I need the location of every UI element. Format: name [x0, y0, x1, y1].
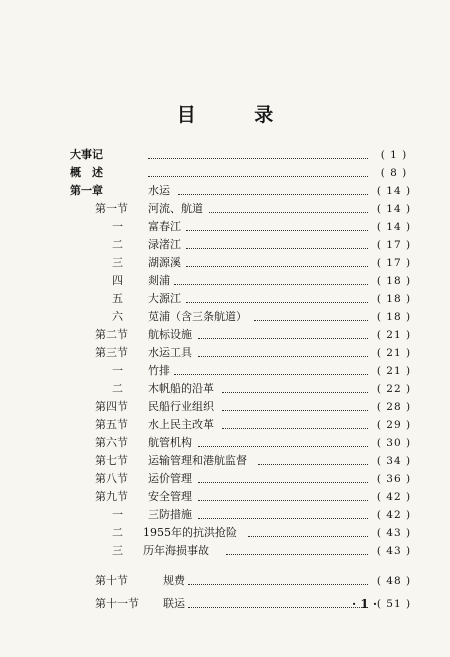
page-title: 目 录	[176, 104, 300, 126]
toc-entry	[0, 326, 450, 344]
toc-entry	[0, 398, 450, 416]
dot-leader	[178, 194, 368, 195]
toc-entry-label: 第五节	[95, 418, 128, 431]
toc-entry-label: 第七节	[95, 454, 128, 467]
toc-entry-title: 水上民主改革	[148, 418, 214, 431]
toc-entry	[0, 416, 450, 434]
toc-entry-page: ( 42 )	[376, 509, 412, 521]
dot-leader	[148, 176, 368, 177]
toc-entry	[0, 524, 450, 542]
toc-entry-label: 一	[112, 220, 123, 233]
toc-entry-page: ( 18 )	[376, 293, 412, 305]
toc-entry-label: 第一章	[70, 184, 103, 197]
toc-entry	[0, 572, 450, 590]
toc-entry-title: 航标设施	[148, 328, 192, 341]
toc-entry	[0, 434, 450, 452]
toc-entry-label: 一	[112, 508, 123, 521]
toc-entry-label: 二	[112, 382, 123, 395]
toc-entry	[0, 595, 450, 613]
toc-entry-label: 二	[112, 526, 123, 539]
dot-leader	[226, 554, 368, 555]
toc-entry-title: 渌渚江	[148, 238, 181, 251]
toc-entry-title: 竹排	[148, 364, 170, 377]
toc-entry-title: 安全管理	[148, 490, 192, 503]
dot-leader	[222, 410, 368, 411]
toc-entry	[0, 308, 450, 326]
dot-leader	[198, 500, 368, 501]
toc-entry	[0, 344, 450, 362]
toc-entry	[0, 470, 450, 488]
toc-entry-page: ( 1 )	[380, 149, 408, 161]
toc-entry-label: 六	[112, 310, 123, 323]
toc-entry-label: 第六节	[95, 436, 128, 449]
toc-entry-label: 三	[112, 256, 123, 269]
toc-entry-title: 运输管理和港航监督	[148, 454, 247, 467]
toc-entry	[0, 272, 450, 290]
toc-entry-page: ( 18 )	[376, 311, 412, 323]
toc-entry-page: ( 17 )	[376, 257, 412, 269]
toc-entry-label: 大事记	[70, 148, 103, 161]
dot-leader	[222, 428, 368, 429]
toc-entry-page: ( 14 )	[376, 203, 412, 215]
toc-entry	[0, 542, 450, 560]
toc-entry-title: 湖源溪	[148, 256, 181, 269]
toc-entry-title: 民船行业组织	[148, 400, 214, 413]
toc-entry-label: 一	[112, 364, 123, 377]
toc-entry-page: ( 22 )	[376, 383, 412, 395]
toc-entry	[0, 362, 450, 380]
toc-entry-title: 1955年的抗洪抢险	[143, 526, 237, 539]
dot-leader	[198, 356, 368, 357]
toc-entry-label: 第二节	[95, 328, 128, 341]
toc-entry-title: 三防措施	[148, 508, 192, 521]
page-number: · 1 ·	[352, 597, 378, 611]
toc-entry-title: 河流、航道	[148, 202, 203, 215]
toc-entry-label: 概 述	[70, 166, 103, 179]
dot-leader	[186, 302, 368, 303]
toc-entry-title: 大源江	[148, 292, 181, 305]
toc-entry-label: 二	[112, 238, 123, 251]
toc-entry-page: ( 14 )	[376, 221, 412, 233]
toc-entry-title: 苋浦（含三条航道）	[148, 310, 247, 323]
toc-entry-page: ( 43 )	[376, 527, 412, 539]
dot-leader	[186, 248, 368, 249]
toc-entry-title: 规费	[163, 574, 185, 587]
toc-entry-label: 第九节	[95, 490, 128, 503]
toc-entry-label: 第三节	[95, 346, 128, 359]
toc-entry	[0, 290, 450, 308]
toc-entry	[0, 182, 450, 200]
toc-entry-page: ( 8 )	[380, 167, 408, 179]
toc-entry-page: ( 36 )	[376, 473, 412, 485]
toc-entry	[0, 506, 450, 524]
toc-entry-title: 运价管理	[148, 472, 192, 485]
dot-leader	[174, 284, 368, 285]
toc-entry-title: 木帆船的沿革	[148, 382, 214, 395]
dot-leader	[198, 518, 368, 519]
dot-leader	[186, 266, 368, 267]
toc-entry	[0, 164, 450, 182]
toc-entry-title: 航管机构	[148, 436, 192, 449]
toc-entry-title: 历年海损事故	[143, 544, 209, 557]
toc-entry	[0, 236, 450, 254]
dot-leader	[148, 158, 368, 159]
toc-entry-page: ( 51 )	[376, 598, 412, 610]
toc-entry	[0, 488, 450, 506]
toc-entry-label: 五	[112, 292, 123, 305]
toc-entry-label: 第八节	[95, 472, 128, 485]
dot-leader	[209, 212, 368, 213]
toc-entry-page: ( 21 )	[376, 365, 412, 377]
toc-entry	[0, 254, 450, 272]
toc-entry-page: ( 43 )	[376, 545, 412, 557]
toc-entry-page: ( 42 )	[376, 491, 412, 503]
toc-entry-title: 联运	[163, 597, 185, 610]
dot-leader	[186, 230, 368, 231]
dot-leader	[222, 392, 368, 393]
dot-leader	[198, 446, 368, 447]
dot-leader	[254, 320, 368, 321]
dot-leader	[188, 584, 368, 585]
toc-entry-page: ( 21 )	[376, 347, 412, 359]
toc-entry	[0, 380, 450, 398]
toc-entry-title: 水运工具	[148, 346, 192, 359]
toc-entry-label: 第一节	[95, 202, 128, 215]
dot-leader	[174, 374, 368, 375]
toc-entry-page: ( 30 )	[376, 437, 412, 449]
dot-leader	[188, 607, 368, 608]
dot-leader	[198, 482, 368, 483]
dot-leader	[198, 338, 368, 339]
toc-entry	[0, 452, 450, 470]
toc-entry-page: ( 34 )	[376, 455, 412, 467]
toc-entry	[0, 218, 450, 236]
toc-entry-label: 第四节	[95, 400, 128, 413]
toc-entry	[0, 146, 450, 164]
toc-entry-label: 第十节	[95, 574, 128, 587]
toc-entry-title: 剡浦	[148, 274, 170, 287]
toc-entry-label: 三	[112, 544, 123, 557]
toc-entry-page: ( 29 )	[376, 419, 412, 431]
dot-leader	[258, 464, 368, 465]
toc-entry-page: ( 21 )	[376, 329, 412, 341]
toc-entry-page: ( 48 )	[376, 575, 412, 587]
toc-entry-page: ( 18 )	[376, 275, 412, 287]
toc-entry-title: 富春江	[148, 220, 181, 233]
toc-entry	[0, 200, 450, 218]
toc-entry-label: 四	[112, 274, 123, 287]
toc-entry-page: ( 28 )	[376, 401, 412, 413]
toc-entry-page: ( 17 )	[376, 239, 412, 251]
toc-entry-page: ( 14 )	[376, 185, 412, 197]
dot-leader	[248, 536, 368, 537]
toc-entry-title: 水运	[148, 184, 170, 197]
toc-entry-label: 第十一节	[95, 597, 139, 610]
